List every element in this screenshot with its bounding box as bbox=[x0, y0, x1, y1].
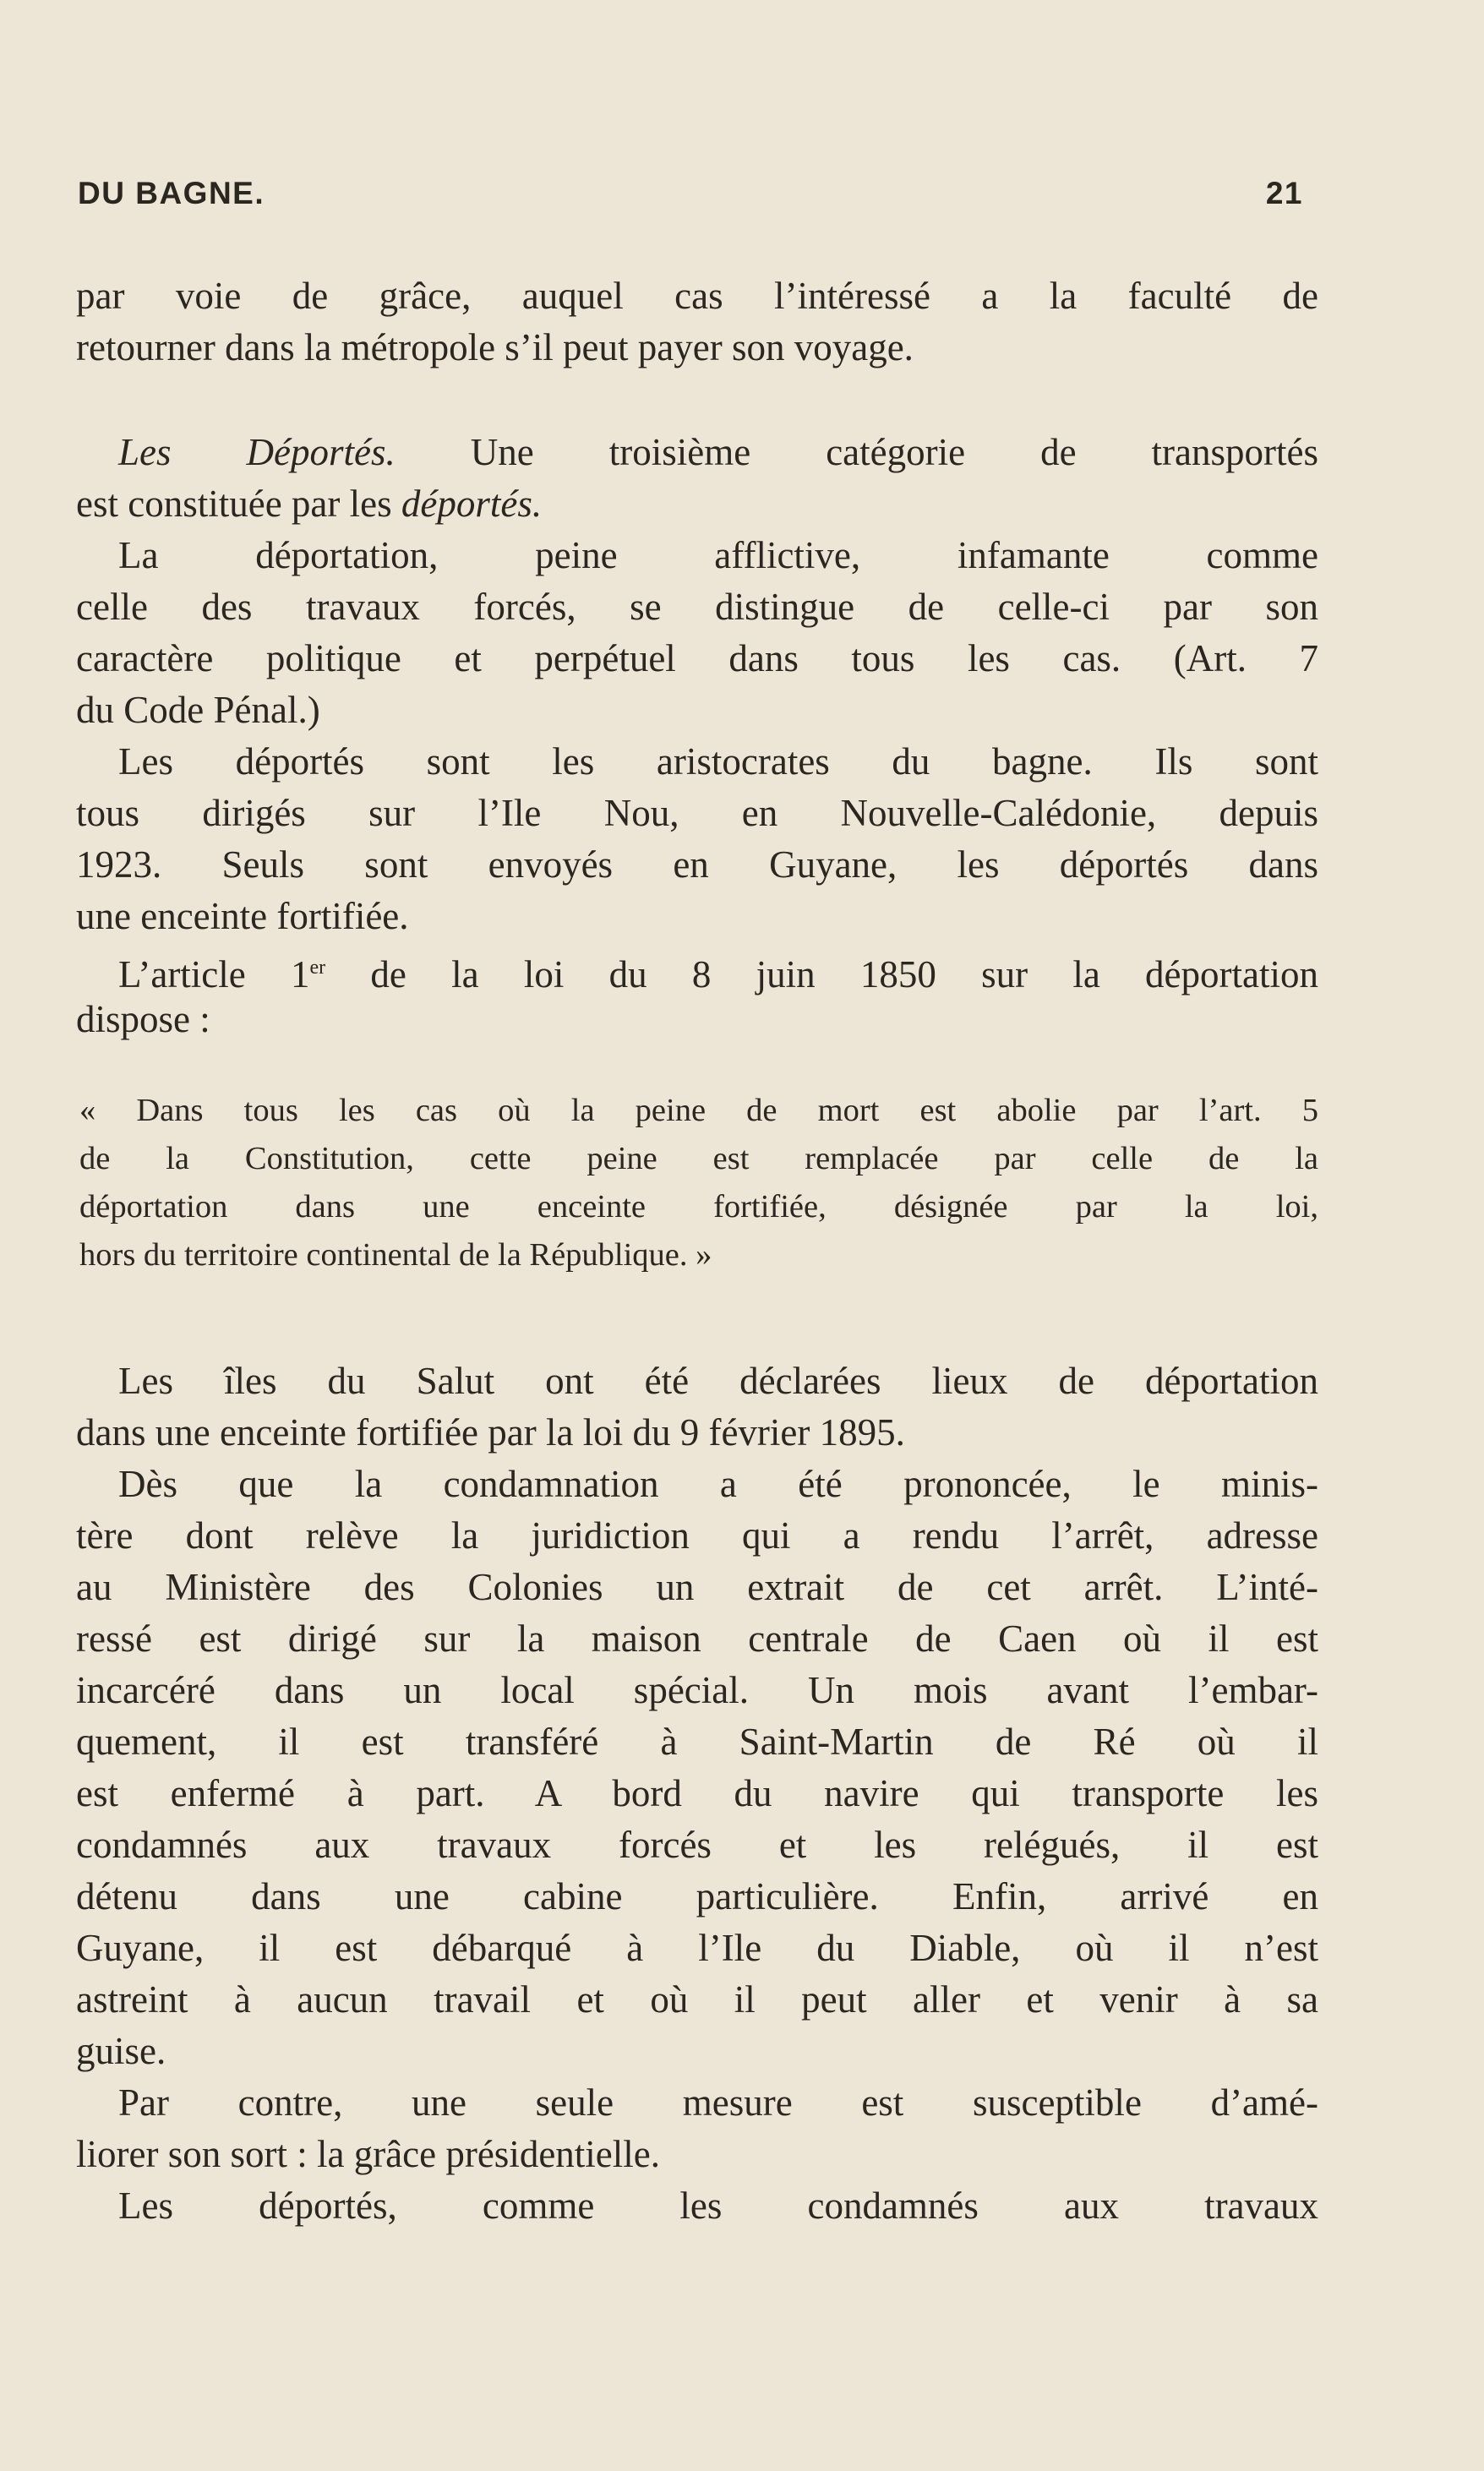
quote-line-1: « Dans tous les cas où la peine de mort est abolie par l’art. 5 bbox=[79, 1093, 1318, 1128]
p7-line-8: condamnés aux travaux forcés et les relégués, il est bbox=[76, 1824, 1318, 1866]
p7-line-9: détenu dans une cabine particulière. Enfin, arrivé en bbox=[76, 1875, 1318, 1917]
p5-superscript: er bbox=[309, 957, 326, 979]
p4-line-1: Les déportés sont les aristocrates du bagne. Ils sont bbox=[118, 740, 1318, 783]
p4-line-2: tous dirigés sur l’Ile Nou, en Nouvelle-Calédonie, depuis bbox=[76, 792, 1318, 834]
page-number: 21 bbox=[1265, 176, 1303, 210]
p5-line-1 bbox=[76, 942, 1318, 1001]
p2-line-2-text: est constituée par les bbox=[76, 483, 401, 525]
p1-line-1: par voie de grâce, auquel cas l’intéressé a la faculté de bbox=[76, 275, 1318, 317]
p2-line-1 bbox=[76, 427, 1318, 478]
p3-line-4: du Code Pénal.) bbox=[76, 689, 320, 731]
p7-line-4: ressé est dirigé sur la maison centrale de Caen où il est bbox=[76, 1617, 1318, 1660]
p5-line-1-rest: de la loi du 8 juin 1850 sur la déportation bbox=[325, 953, 1318, 995]
p3-line-3: caractère politique et perpétuel dans tous les cas. (Art. 7 bbox=[76, 637, 1318, 679]
p7-line-7: est enfermé à part. A bord du navire qui transporte les bbox=[76, 1772, 1318, 1814]
p6-line-1: Les îles du Salut ont été déclarées lieux de déportation bbox=[118, 1360, 1318, 1402]
p3-line-1: La déportation, peine afflictive, infamante comme bbox=[118, 534, 1318, 576]
p7-line-10: Guyane, il est débarqué à l’Ile du Diable, où il n’est bbox=[76, 1927, 1318, 1969]
running-title: DU BAGNE. bbox=[78, 176, 265, 210]
p2-line-2 bbox=[76, 478, 1318, 530]
p7-line-11: astreint à aucun travail et où il peut aller et venir à sa bbox=[76, 1978, 1318, 2021]
p2-line-1-text: Une troisième catégorie de transportés bbox=[395, 431, 1319, 473]
p5-line-1-start: L’article 1 bbox=[118, 953, 310, 995]
p7-line-3: au Ministère des Colonies un extrait de cet arrêt. L’inté- bbox=[76, 1566, 1318, 1608]
p3-line-2: celle des travaux forcés, se distingue de celle-ci par son bbox=[76, 586, 1318, 628]
p1-line-2: retourner dans la métropole s’il peut payer son voyage. bbox=[76, 326, 914, 368]
quote-line-3: déportation dans une enceinte fortifiée, désignée par la loi, bbox=[79, 1189, 1318, 1225]
running-header bbox=[78, 176, 1303, 226]
p4-line-4: une enceinte fortifiée. bbox=[76, 895, 409, 937]
p7-line-6: quement, il est transféré à Saint-Martin de Ré où il bbox=[76, 1721, 1318, 1763]
p4-line-3: 1923. Seuls sont envoyés en Guyane, les déportés dans bbox=[76, 843, 1318, 886]
section-heading-deportes: Les Déportés. bbox=[118, 431, 396, 473]
p2-line-2-italic: déportés. bbox=[401, 483, 543, 525]
p9-line-1: Les déportés, comme les condamnés aux travaux bbox=[118, 2185, 1318, 2227]
quote-line-2: de la Constitution, cette peine est remplacée par celle de la bbox=[79, 1141, 1318, 1176]
p7-line-1: Dès que la condamnation a été prononcée, le minis- bbox=[118, 1463, 1318, 1505]
p6-line-2: dans une enceinte fortifiée par la loi du 9 février 1895. bbox=[76, 1411, 905, 1454]
p7-line-12: guise. bbox=[76, 2030, 166, 2072]
p8-line-1: Par contre, une seule mesure est susceptible d’amé- bbox=[118, 2081, 1318, 2124]
p7-line-2: tère dont relève la juridiction qui a rendu l’arrêt, adresse bbox=[76, 1514, 1318, 1557]
p8-line-2: liorer son sort : la grâce présidentielle. bbox=[76, 2133, 660, 2175]
p5-line-2: dispose : bbox=[76, 998, 210, 1040]
quote-line-4: hors du territoire continental de la République. » bbox=[79, 1237, 712, 1273]
p7-line-5: incarcéré dans un local spécial. Un mois avant l’embar- bbox=[76, 1669, 1318, 1711]
